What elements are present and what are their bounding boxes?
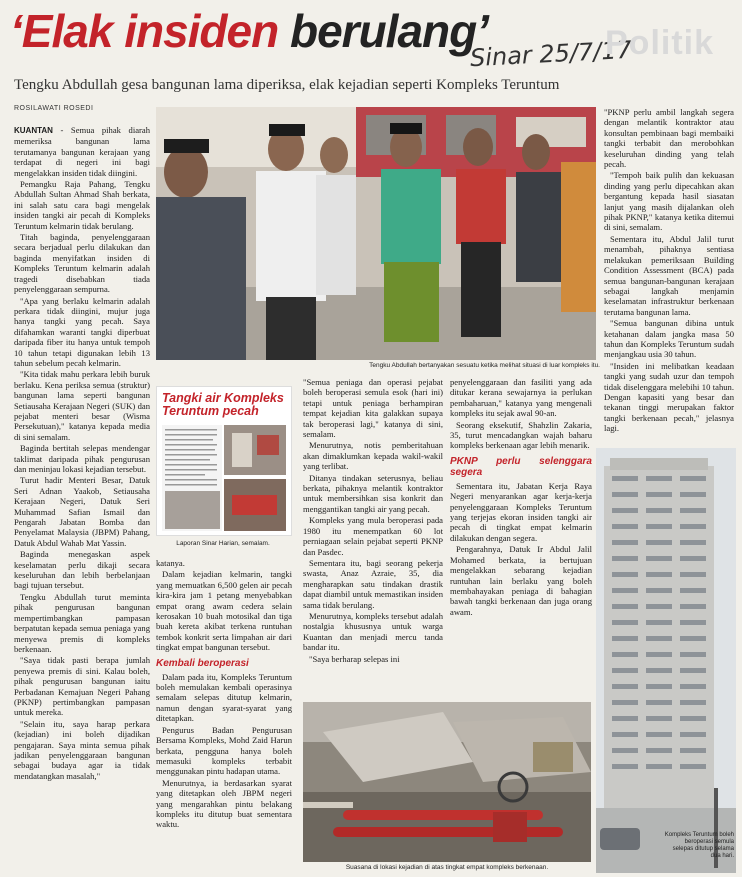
bottom-photo	[303, 702, 591, 862]
main-photo-caption: Tengku Abdullah bertanyakan sesuatu ketika melihat situasi di luar kompleks itu.	[369, 362, 600, 369]
paragraph: Titah baginda, penyelenggaraan secara berjadual perlu dilakukan dan baginda menyifatkan insiden di Kompleks Teruntum kelmarin adalah tragedi disebabkan tiada penyelenggaraan sempurna.	[14, 232, 150, 295]
paragraph: Dalam pada itu, Kompleks Teruntum boleh memulakan kembali operasinya semalam selepas ditutup kelmarin, namun dengan syarat-syarat yang ditetapkan.	[156, 671, 292, 724]
section-label: Politik	[605, 24, 715, 62]
paragraph: "Semua bangunan dibina untuk ketahanan dalam jangka masa 50 tahun dan Kompleks Teruntum sudah menjangkau usia 30 tahun.	[604, 318, 734, 360]
article-column-1	[14, 125, 150, 782]
paragraph: Menurutnya, ia berdasarkan syarat yang ditetapkan oleh JBPM negeri yang mengarahkan pintu belakang kompleks itu ditutup buat sementara waktu.	[156, 777, 292, 830]
paragraph: penyelenggaraan dan fasiliti yang ada ditukar kerana sewajarnya ia perlukan pembaharuan," katanya yang mengenali kompleks itu sejak awal 90-an.	[450, 377, 592, 419]
subheading-kembali-beroperasi: Kembali beroperasi	[156, 657, 249, 669]
paragraph: Turut hadir Menteri Besar, Datuk Seri Adnan Yaakob, Setiausaha Kerajaan Negeri, Datuk Seri Muhammad Safian Ismail dan Pengarah Jabatan Bomba dan Penyelamat Malaysia (JBPM) Pahang, Datuk Abdul Wahab Mat Yassin.	[14, 475, 150, 548]
paragraph: Pengarahnya, Datuk Ir Abdul Jalil Mohamed berkata, ia bertujuan mengelakkan sebarang kejadian runtuhan lain berlaku yang boleh membahayakan peniaga di bahagian bawah tangki berkenaan dan juga orang awam.	[450, 544, 592, 617]
paragraph: Dalam kejadian kelmarin, tangki yang memuatkan 6,500 gelen air pecah kira-kira jam 1 petang menyebabkan empat orang awam cedera selain kerosakan 10 buah motosikal dan tiga buah kereta akibat terkena runtuhan tembok konkrit serta limpahan air dari tingkat empat bangunan tersebut.	[156, 569, 292, 653]
handwritten-note: Sinar 25/7/17	[469, 35, 633, 73]
building-photo	[596, 448, 736, 873]
building-illustration	[596, 448, 736, 873]
paragraph: katanya.	[156, 558, 185, 568]
main-photo	[156, 107, 596, 360]
inset-clipping-thumbnail	[162, 425, 286, 531]
article-column-5	[604, 107, 734, 435]
paragraph: - Semua pihak diarah memeriksa bangunan lama terutamanya bangunan kerajaan yang terdapat di negeri ini bagi mengelakkan insiden tidak diingini.	[14, 125, 150, 178]
paragraph: "Insiden ini melibatkan keadaan tangki yang sudah uzur dan tempoh tidak diselenggara melebihi 10 tahun. Dengan kapasiti yang besar dan tekanan tinggi merupakan faktor tangki berkenaan pecah," jelasnya lagi.	[604, 360, 734, 434]
inset-clipping	[156, 386, 292, 536]
paragraph: Menurutnya, notis pemberitahuan akan dimaklumkan kepada wakil-wakil yang terlibat.	[303, 440, 443, 472]
subheading-pknp: PKNP perlu selenggara segera	[450, 455, 592, 478]
article-column-4	[450, 377, 592, 618]
paragraph: Baginda bertitah selepas mendengar taklimat daripada pihak pengurusan dan meninjau lokasi kejadian tersebut.	[14, 443, 150, 474]
paragraph: Sementara itu, Jabatan Kerja Raya Negeri menyarankan agar kerja-kerja penyelenggaraan Kompleks Teruntum yang terjejas ekoran insiden tangki air pecah di tingkat empat kelmarin dilakukan dengan segera.	[450, 480, 592, 543]
paragraph: Menurutnya, kompleks tersebut adalah nostalgia khususnya untuk warga Kuantan dan menjadi mercu tanda bandar itu.	[303, 610, 443, 653]
paragraph: Pengurus Badan Pengurusan Bersama Kompleks, Mohd Zaid Harun berkata, pengguna hanya boleh memasuki kompleks terbabit menggunakan pintu hadapan utama.	[156, 724, 292, 777]
paragraph: "PKNP perlu ambil langkah segera dengan melantik kontraktor atau konsultan pembinaan bagi membaiki tangki terbabit dan merobohkan keseluruhan dinding yang telah pecah.	[604, 107, 734, 170]
paragraph: "Saya berharap selepas ini	[309, 653, 400, 664]
paragraph: Tengku Abdullah turut meminta pihak pengurusan bangunan mempertimbangkan pampasan berpatutan kepada semua peniaga yang menyewa premis di kompleks berkenaan.	[14, 591, 150, 654]
paragraph: Ditanya tindakan seterusnya, beliau berkata, pihaknya melantik kontraktor untuk membersihkan sisa konkrit dan menggantikan tangki air yang pecah.	[303, 472, 443, 514]
paragraph: "Semua peniaga dan operasi pejabat boleh beroperasi semula esok (hari ini) tetapi untuk peniaga berhampiran tempat kejadian kita galakkan supaya tak beroperasi lagi," katanya di sini, semalam.	[303, 377, 443, 440]
building-photo-caption: Kompleks Teruntum boleh beroperasi semula selepas ditutup selama dua hari.	[664, 832, 734, 859]
paragraph: Pemangku Raja Pahang, Tengku Abdullah Sultan Ahmad Shah berkata, ini salah satu cara bagi mengelak insiden tangki air pecah di Kompleks Teruntum kelmarin tidak berulang.	[14, 179, 150, 231]
inset-title: Tangki air Kompleks Teruntum pecah	[162, 391, 284, 418]
byline: ROSILAWATI ROSEDI	[14, 105, 94, 112]
bottom-photo-caption: Suasana di lokasi kejadian di atas tingkat empat kompleks berkenaan.	[345, 864, 549, 871]
bottom-photo-illustration	[303, 702, 591, 862]
dateline: KUANTAN	[14, 126, 53, 135]
paragraph: Sementara itu, Abdul Jalil turut menambah, pihaknya sentiasa melakukan pemeriksaan Building Condition Assessment (BCA) pada semua bangunan-bangunan kerajaan sebagai langkah menjamin keselamatan infrastruktur berkenaan terutama bangunan lama.	[604, 233, 734, 317]
article-column-2	[156, 558, 292, 831]
article-column-3	[303, 377, 443, 665]
paragraph: "Tempoh baik pulih dan kekuasan dinding yang perlu dipecahkan akan bergantung kepada hasil siasatan lanjut yang masih dijalankan oleh pihak PKNP," katanya ketika ditemui di sini, semalam.	[604, 170, 734, 233]
paragraph: "Saya tidak pasti berapa jumlah penyewa premis di sini. Kalau boleh, pihak pengurusan bangunan iaitu Perbadanan Kemajuan Negeri Pahang (PKNP) pertimbangkan pampasan untuk mereka.	[14, 655, 150, 718]
paragraph: Kompleks yang mula beroperasi pada 1980 itu menempatkan 60 lot perniagaan selain pejabat seperti PKNP dan Pasdec.	[303, 515, 443, 557]
headline	[10, 6, 488, 57]
paragraph: Seorang eksekutif, Shahzlin Zakaria, 35, turut mencadangkan wajah baharu kompleks berkenaan agar lebih menarik.	[450, 419, 592, 451]
main-photo-illustration	[156, 107, 596, 360]
paragraph: "Selain itu, saya harap perkara (kejadian) ini boleh dijadikan pengajaran. Saya minta semua pihak jadikan penyelenggaraan bangunan sebagai budaya agar ia tidak mendatangkan masalah,"	[14, 718, 150, 781]
paragraph: Sementara itu, bagi seorang pekerja swasta, Anaz Azraie, 35, dia mengharapkan satu tindakan drastik dapat diambil untuk memastikan insiden sama tidak berulang.	[303, 557, 443, 610]
headline-part2: berulang’	[290, 5, 489, 57]
paragraph: Baginda menegaskan aspek keselamatan perlu dikaji secara keseluruhan dan lebih berbelanjaan bagi tujuan tersebut.	[14, 549, 150, 591]
inset-caption: Laporan Sinar Harian, semalam.	[176, 540, 270, 547]
headline-part1: ‘Elak insiden	[10, 5, 279, 57]
paragraph: "Apa yang berlaku kelmarin adalah perkara tidak diingini, mujur juga hanya tangki yang pecah. Saya difahamkan waranti tangki diperbuat daripada fiber itu hanya untuk tempoh 10 tahun tetapi digunakan lebih 13 tahun sebelum pecah kelmarin.	[14, 295, 150, 368]
paragraph: "Kita tidak mahu perkara lebih buruk berlaku. Kena periksa semua (struktur) bangunan lama seperti bangunan Setiausaha Kerajaan Negeri (SUK) dan pejabat menteri besar (Wisma Persekutuan)," katanya kepada media di sini semalam.	[14, 369, 150, 442]
subheadline: Tengku Abdullah gesa bangunan lama diperiksa, elak kejadian seperti Kompleks Teruntum	[14, 77, 560, 93]
